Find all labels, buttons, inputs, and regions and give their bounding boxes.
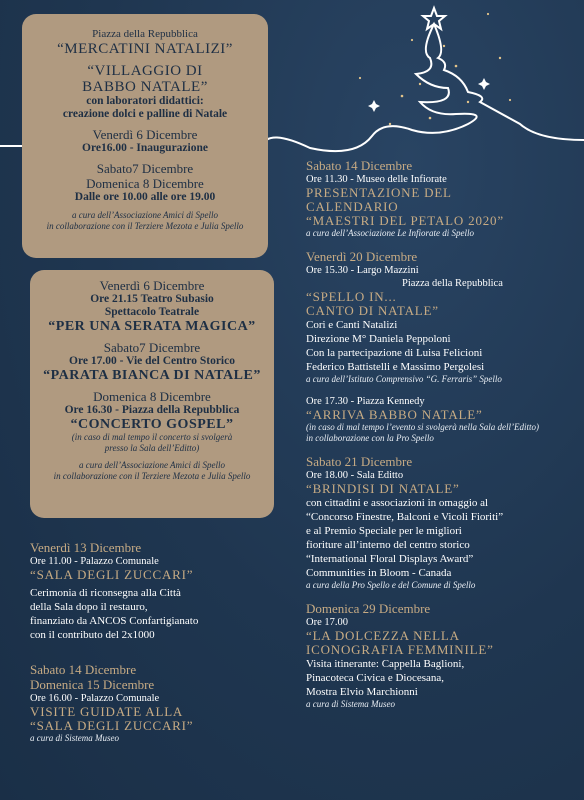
left-e1-date: Venerdì 13 Dicembre: [30, 540, 142, 555]
right-e5-title2: ICONOGRAFIA FEMMINILE”: [306, 642, 494, 657]
box2-note3: a cura dell’Associazione Amici di Spello: [78, 460, 226, 470]
left-e1-title: “SALA DEGLI ZUCCARI”: [30, 567, 194, 582]
left-e1-time: Ore 11.00 - Palazzo Comunale: [30, 556, 159, 567]
right-e4-date: Sabato 21 Dicembre: [306, 454, 413, 469]
right-e4-time: Ore 18.00 - Sala Editto: [306, 470, 404, 481]
right-e1-title2: CALENDARIO: [306, 199, 399, 214]
right-e3-note2: in collaborazione con la Pro Spello: [306, 433, 434, 443]
left-e1-line2: della Sala dopo il restauro,: [30, 601, 148, 613]
theatre-event-box: [30, 270, 274, 518]
left-column: [30, 540, 275, 744]
right-e3-note1: (in caso di mal tempo l’evento si svolgerà nella Sala dell’Editto): [306, 422, 539, 432]
right-e3-time: Ore 17.30 - Piazza Kennedy: [306, 396, 425, 407]
box2-note1: (in caso di mal tempo il concerto si svolgerà: [71, 432, 233, 442]
left-e2-time: Ore 16.00 - Palazzo Comunale: [30, 693, 160, 704]
box1-place: Piazza della Repubblica: [92, 28, 198, 40]
right-e4-note: a cura della Pro Spello e del Comune di Spello: [306, 580, 476, 590]
left-e1-line4: con il contributo del 2x1000: [30, 629, 155, 641]
box2-title2: “PARATA BIANCA DI NATALE”: [43, 368, 261, 383]
right-e1-title1: PRESENTAZIONE DEL: [306, 185, 452, 200]
right-column: [306, 158, 576, 710]
right-e2-line2: Direzione M° Daniela Peppoloni: [306, 333, 451, 345]
box1-title3: BABBO NATALE”: [82, 79, 208, 95]
box1-title2: “VILLAGGIO DI: [87, 63, 203, 79]
left-e1-line1: Cerimonia di riconsegna alla Città: [30, 587, 181, 599]
box2-time3: Ore 16.30 - Piazza della Repubblica: [64, 404, 240, 416]
right-e2-line3: Con la partecipazione di Luisa Felicioni: [306, 347, 483, 359]
box1-note1: a cura dell’Associazione Amici di Spello: [71, 210, 219, 220]
right-e5-time: Ore 17.00: [306, 617, 348, 628]
box1-time2: Dalle ore 10.00 alle ore 19.00: [74, 191, 216, 203]
right-e4-line4: fioriture all’interno del centro storico: [306, 539, 470, 551]
right-e2-line4: Federico Battistelli e Massimo Pergolesi: [306, 361, 485, 373]
left-e2-title1: VISITE GUIDATE ALLA: [30, 704, 184, 719]
right-e2-title2: CANTO DI NATALE”: [306, 303, 439, 318]
box1-date1: Venerdì 6 Dicembre: [92, 127, 198, 142]
right-e4-line3: e al Premio Speciale per le migliori: [306, 525, 462, 537]
left-e2-title2: “SALA DEGLI ZUCCARI”: [30, 718, 194, 733]
box2-time1: Ore 21.15 Teatro Subasio: [90, 293, 214, 305]
box1-date3: Domenica 8 Dicembre: [86, 176, 204, 191]
right-e5-line1: Visita itinerante: Cappella Baglioni,: [306, 658, 465, 670]
box1-date2: Sabato7 Dicembre: [96, 161, 194, 176]
left-e1-line3: finanziato da ANCOS Confartigianato: [30, 615, 199, 627]
box2-date3: Domenica 8 Dicembre: [93, 389, 211, 404]
box2-time1b: Spettacolo Teatrale: [104, 306, 200, 318]
right-e2-title1: “SPELLO IN...: [306, 289, 397, 304]
right-e5-line3: Mostra Elvio Marchionni: [306, 686, 418, 698]
box2-date2: Sabato7 Dicembre: [103, 340, 201, 355]
box1-time1: Ore16.00 - Inaugurazione: [82, 142, 208, 154]
box2-time2: Ore 17.00 - Vie del Centro Storico: [69, 355, 235, 367]
right-e1-time: Ore 11.30 - Museo delle Infiorate: [306, 174, 447, 185]
right-e5-note: a cura di Sistema Museo: [306, 699, 395, 709]
box1-sub1: con laboratori didattici:: [86, 95, 204, 107]
box2-title3: “CONCERTO GOSPEL”: [70, 417, 234, 432]
right-e5-date: Domenica 29 Dicembre: [306, 601, 431, 616]
right-e5-line2: Pinacoteca Civica e Diocesana,: [306, 672, 445, 684]
right-e4-line6: Communities in Bloom - Canada: [306, 567, 452, 579]
right-e3-title: “ARRIVA BABBO NATALE”: [306, 407, 483, 422]
box2-title1: “PER UNA SERATA MAGICA”: [48, 319, 256, 334]
right-e4-line2: “Concorso Finestre, Balconi e Vicoli Fioriti”: [306, 511, 504, 523]
right-e1-date: Sabato 14 Dicembre: [306, 158, 413, 173]
market-event-box: [22, 14, 268, 258]
box2-note2: presso la Sala dell’Editto): [104, 443, 200, 453]
left-e2-date1: Sabato 14 Dicembre: [30, 662, 137, 677]
left-e2-date2: Domenica 15 Dicembre: [30, 677, 155, 692]
right-e1-note: a cura dell’Associazione Le Infiorate di Spello: [306, 228, 474, 238]
right-e2-time2: Piazza della Repubblica: [402, 278, 503, 289]
right-e1-title3: “MAESTRI DEL PETALO 2020”: [306, 213, 504, 228]
right-e2-line1: Cori e Canti Natalizi: [306, 319, 398, 331]
right-e2-time: Ore 15.30 - Largo Mazzini: [306, 265, 419, 276]
right-e2-note: a cura dell’Istituto Comprensivo “G. Ferraris” Spello: [306, 374, 502, 384]
right-e4-line1: con cittadini e associazioni in omaggio al: [306, 497, 489, 509]
box1-note2: in collaborazione con il Terziere Mezota e Julia Spello: [46, 221, 244, 231]
box2-date1: Venerdì 6 Dicembre: [99, 278, 205, 293]
right-e5-title1: “LA DOLCEZZA NELLA: [306, 628, 460, 643]
box1-title: “MERCATINI NATALIZI”: [57, 41, 233, 57]
right-e2-date: Venerdì 20 Dicembre: [306, 249, 418, 264]
box1-sub2: creazione dolci e palline di Natale: [62, 108, 228, 120]
right-e4-line5: “International Floral Displays Award”: [306, 553, 474, 565]
right-e4-title: “BRINDISI DI NATALE”: [306, 481, 460, 496]
box2-note4: in collaborazione con il Terziere Mezota e Julia Spello: [53, 471, 251, 481]
left-e2-note: a cura di Sistema Museo: [30, 733, 119, 743]
